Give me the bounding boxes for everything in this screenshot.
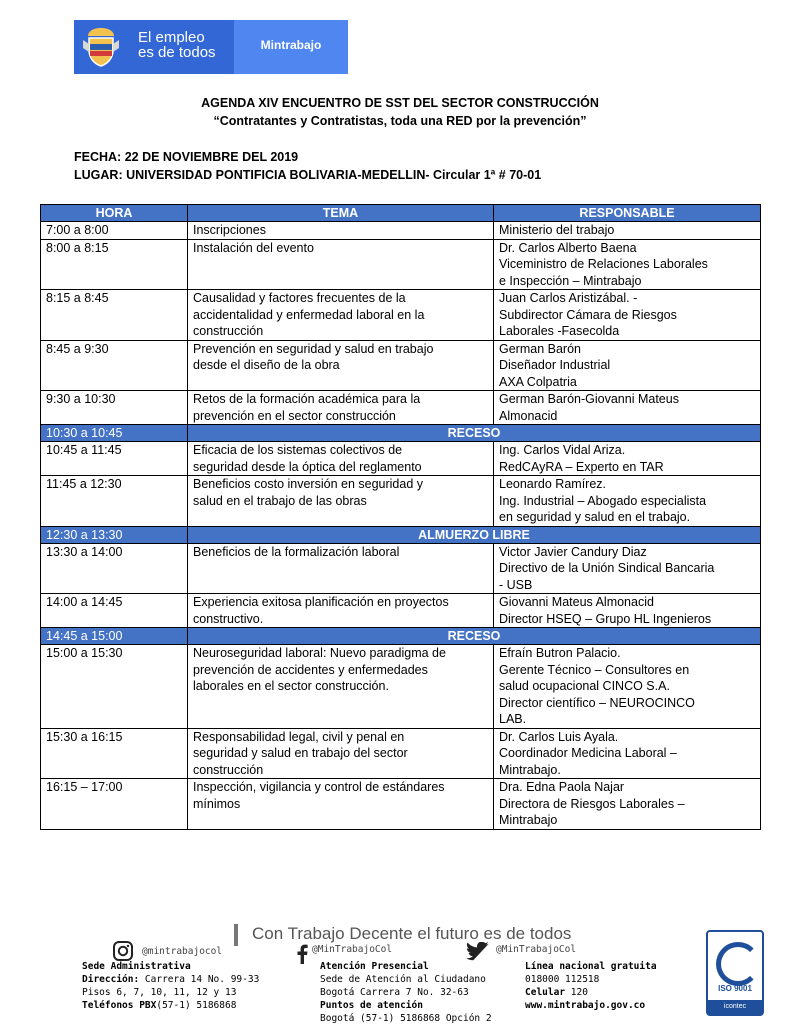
table-row [41,728,761,779]
responsable-line: Ing. Industrial – Abogado especialista [499,493,707,508]
cell-hora: 13:30 a 14:00 [41,543,188,594]
responsable-line: Director científico – NEUROCINCO [499,695,695,710]
cell-responsable [494,239,761,290]
responsable-line: Gerente Técnico – Consultores en [499,662,690,677]
responsable-line: Mintrabajo. [499,762,561,777]
responsable-line: - USB [499,577,533,592]
table-row [41,290,761,341]
tema-line: seguridad y salud en trabajo del sector [193,746,408,760]
cell-tema [188,290,494,341]
responsable-line: Dr. Carlos Luis Ayala. [499,729,619,744]
responsable-line: Diseñador Industrial [499,358,611,372]
tema-line: Prevención en seguridad y salud en trabajo [193,341,434,356]
table-row [41,476,761,527]
tema-line: Eficacia de los sistemas colectivos de [193,443,403,457]
tema-line: construcción [193,762,264,777]
cell-hora: 15:30 a 16:15 [41,728,188,779]
iso-certification-badge [706,930,764,1016]
break-row [41,425,761,442]
logo-right-panel [234,20,348,74]
cell-responsable [494,340,761,391]
cell-responsable [494,543,761,594]
table-row [41,340,761,391]
atencion-line-1: Sede de Atención al Ciudadano [320,974,486,985]
sede-direccion [82,973,259,986]
cell-hora: 7:00 a 8:00 [41,222,188,240]
cell-tema [188,340,494,391]
sede-heading: Sede Administrativa [82,961,191,972]
tema-line: Retos de la formación académica para la [193,392,421,406]
cell-responsable [494,779,761,830]
twitter-handle[interactable]: @MinTrabajoCol [496,944,577,955]
tema-line: accidentalidad y enfermedad laboral en la [193,307,425,322]
tema-line: seguridad desde la óptica del reglamento [193,459,422,474]
tema-line: desde el diseño de la obra [193,358,340,372]
cell-tema [188,543,494,594]
tema-line: Instalación del evento [193,240,314,255]
responsable-line: Dra. Edna Paola Najar [499,780,625,794]
table-row [41,442,761,476]
responsable-line: Ing. Carlos Vidal Ariza. [499,443,626,457]
footer-slogan: Con Trabajo Decente el futuro es de todos [252,924,572,943]
direccion-value: Carrera 14 No. 99-33 [139,974,260,985]
responsable-line: en seguridad y salud en el trabajo. [499,510,691,524]
sede-pisos: Pisos 6, 7, 10, 11, 12 y 13 [82,987,237,998]
table-header-row [41,205,761,222]
cell-hora: 9:30 a 10:30 [41,391,188,425]
tema-line: Causalidad y factores frecuentes de la [193,291,406,305]
cell-hora: 15:00 a 15:30 [41,645,188,729]
table-row [41,391,761,425]
mintrabajo-logo [74,20,348,74]
slogan-line-2: es de todos [138,44,216,61]
cell-hora: 11:45 a 12:30 [41,476,188,527]
responsable-line: German Barón-Giovanni Mateus [499,392,679,406]
twitter-icon[interactable] [466,942,490,962]
tema-line: construcción [193,324,264,338]
tema-line: Neuroseguridad laboral: Nuevo paradigma de [193,646,446,660]
responsable-line: Directivo de la Unión Sindical Bancaria [499,561,715,575]
tema-line: Inscripciones [193,223,266,237]
cell-responsable [494,222,761,240]
icontec-label: icontec [708,1000,762,1014]
table-row [41,543,761,594]
cell-responsable [494,728,761,779]
cell-tema [188,442,494,476]
tema-line: constructivo. [193,611,264,626]
cell-tema [188,779,494,830]
responsable-line: Mintrabajo [499,813,558,827]
cell-hora: 8:45 a 9:30 [41,340,188,391]
table-row [41,239,761,290]
cell-responsable [494,594,761,628]
telefonos-value: (57-1) 5186868 [156,1000,237,1011]
responsable-line: Leonardo Ramírez. [499,477,607,491]
tema-line: mínimos [193,796,241,811]
responsable-line: salud ocupacional CINCO S.A. [499,679,670,693]
table-row [41,594,761,628]
tema-line: Experiencia exitosa planificación en proyectos [193,595,449,609]
break-row [41,526,761,543]
cell-tema [188,222,494,240]
sede-telefonos [82,999,259,1012]
puntos-line: Bogotá (57-1) 5186868 Opción 2 [320,1013,492,1024]
footer-contacto [525,960,657,1012]
footer-sede-administrativa [82,960,259,1012]
logo-brand: Mintrabajo [260,38,322,52]
cell-responsable [494,476,761,527]
responsable-line: Ministerio del trabajo [499,223,615,237]
footer-divider [234,924,238,946]
cell-responsable [494,442,761,476]
break-label: ALMUERZO LIBRE [188,526,761,543]
tema-line: salud en el trabajo de las obras [193,493,367,508]
linea-heading: Línea nacional gratuita [525,961,657,972]
responsable-line: Juan Carlos Aristizábal. - [499,291,638,305]
responsable-line: Laborales -Fasecolda [499,324,620,338]
table-row [41,645,761,729]
break-time: 14:45 a 15:00 [41,628,188,645]
agenda-table [40,204,761,830]
responsable-line: RedCAyRA – Experto en TAR [499,459,664,474]
slogan-line-1: El empleo [138,29,205,46]
footer-atencion [320,960,492,1025]
responsable-line: Director HSEQ – Grupo HL Ingenieros [499,611,712,626]
icontec-logo-icon [716,942,760,986]
responsable-line: Almonacid [499,408,558,423]
cell-tema [188,594,494,628]
cell-hora: 8:15 a 8:45 [41,290,188,341]
linea-number: 018000 112518 [525,974,600,985]
atencion-line-2: Bogotá Carrera 7 No. 32-63 [320,987,469,998]
responsable-line: Dr. Carlos Alberto Baena [499,240,637,255]
tema-line: prevención en el sector construcción [193,408,396,423]
column-header-responsable: RESPONSABLE [494,205,761,222]
iso-label: ISO 9001 [718,984,752,993]
puntos-heading: Puntos de atención [320,1000,423,1011]
tema-line: Inspección, vigilancia y control de estándares [193,780,445,794]
responsable-line: Victor Javier Candury Diaz [499,544,647,559]
table-row [41,779,761,830]
facebook-handle[interactable]: @MinTrabajoCol [312,944,393,955]
cell-responsable [494,645,761,729]
cell-tema [188,476,494,527]
tema-line: laborales en el sector construcción. [193,679,389,693]
responsable-line: Directora de Riesgos Laborales – [499,796,685,811]
agenda-table-body [41,222,761,830]
logo-left-panel [74,20,234,74]
event-date: FECHA: 22 DE NOVIEMBRE DEL 2019 [74,150,299,164]
atencion-heading: Atención Presencial [320,961,429,972]
break-time: 12:30 a 13:30 [41,526,188,543]
cell-tema [188,239,494,290]
cell-tema [188,728,494,779]
cell-responsable [494,290,761,341]
break-time: 10:30 a 10:45 [41,425,188,442]
celular-value: 120 [565,987,588,998]
agenda-subtitle: “Contratantes y Contratistas, toda una RED por la prevención” [213,114,587,128]
telefonos-label: Teléfonos PBX [82,1000,157,1011]
direccion-label: Dirección: [82,974,140,985]
cell-hora: 10:45 a 11:45 [41,442,188,476]
instagram-icon[interactable] [112,940,134,962]
logo-slogan [138,30,216,60]
celular-line [525,986,657,999]
tema-line: Responsabilidad legal, civil y penal en [193,729,405,744]
tema-line: prevención de accidentes y enfermedades [193,662,428,677]
website-link[interactable]: www.mintrabajo.gov.co [525,1000,646,1011]
coat-of-arms-icon [82,26,120,68]
tema-line: Beneficios costo inversión en seguridad y [193,477,423,491]
responsable-line: Subdirector Cámara de Riesgos [499,307,677,322]
break-label: RECESO [188,628,761,645]
celular-label: Celular [525,987,566,998]
agenda-title: AGENDA XIV ENCUENTRO DE SST DEL SECTOR CONSTRUCCIÓN [201,96,599,110]
event-venue: LUGAR: UNIVERSIDAD PONTIFICIA BOLIVARIA-MEDELLIN- Circular 1ª # 70-01 [74,168,542,182]
tema-line: Beneficios de la formalización laboral [193,544,400,559]
cell-tema [188,391,494,425]
instagram-handle[interactable]: @mintrabajocol [142,946,223,957]
column-header-tema: TEMA [188,205,494,222]
cell-responsable [494,391,761,425]
cell-hora: 14:00 a 14:45 [41,594,188,628]
cell-tema [188,645,494,729]
break-label: RECESO [188,425,761,442]
table-row [41,222,761,240]
column-header-hora: HORA [41,205,188,222]
facebook-icon[interactable] [296,944,308,964]
responsable-line: Coordinador Medicina Laboral – [499,746,677,760]
responsable-line: Giovanni Mateus Almonacid [499,595,654,609]
break-row [41,628,761,645]
responsable-line: e Inspección – Mintrabajo [499,273,642,288]
cell-hora: 16:15 – 17:00 [41,779,188,830]
responsable-line: Efraín Butron Palacio. [499,646,621,660]
responsable-line: AXA Colpatria [499,374,577,389]
responsable-line: Viceministro de Relaciones Laborales [499,257,708,271]
responsable-line: German Barón [499,341,581,356]
cell-hora: 8:00 a 8:15 [41,239,188,290]
responsable-line: LAB. [499,712,527,726]
